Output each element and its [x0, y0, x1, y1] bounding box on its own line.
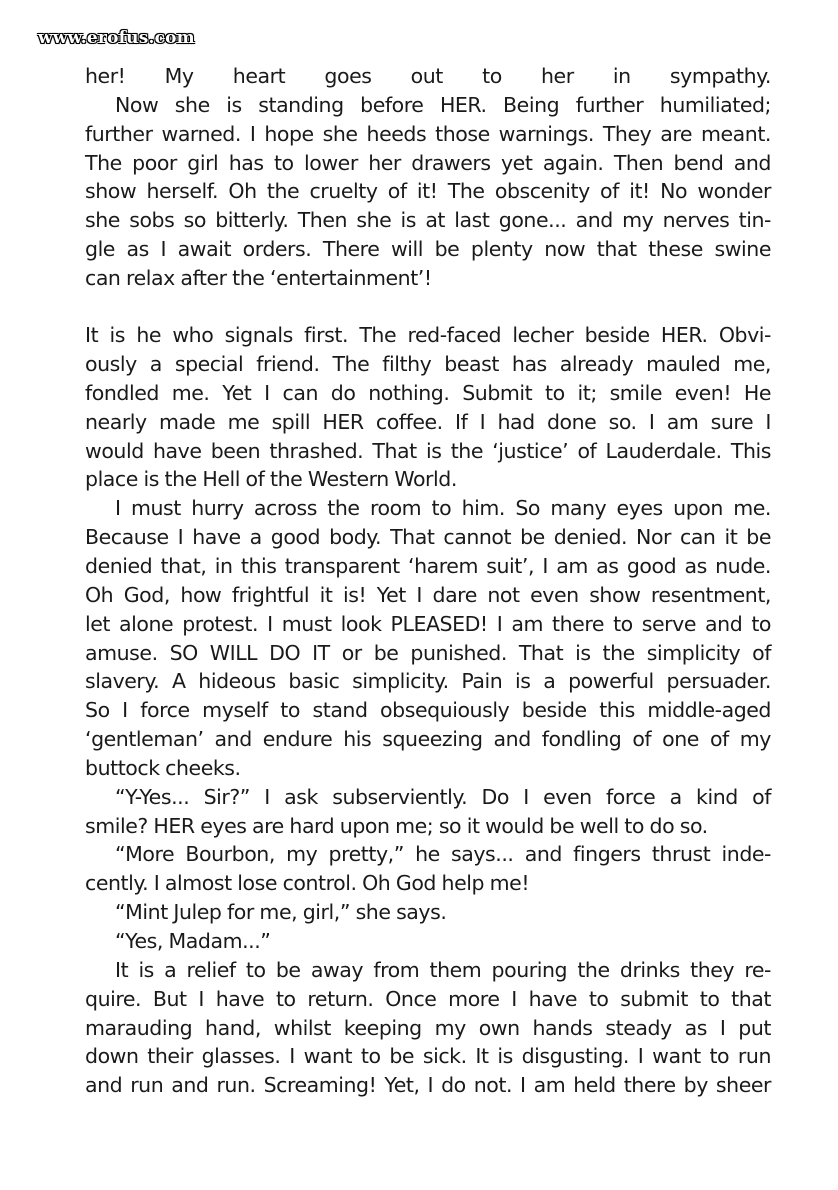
text-line: “Mint Julep for me, girl,” she says. [115, 900, 447, 925]
text-line: Because I have a good body. That cannot be denied. Nor can it be [85, 525, 771, 550]
text-line: It is he who signals first. The red-faced lecher beside HER. Obvi- [85, 323, 771, 348]
text-line: ‘gentleman’ and endure his squeezing and fondling of one of my [85, 727, 771, 752]
text-line: would have been thrashed. That is the ‘justice’ of Lauderdale. This [85, 438, 771, 463]
section-gap [85, 293, 771, 322]
text-line: The poor girl has to lower her drawers yet again. Then bend and [85, 150, 771, 175]
text-line: buttock cheeks. [85, 755, 241, 780]
text-line: slavery. A hideous basic simplicity. Pain is a powerful persuader. [85, 669, 771, 694]
text-line: gle as I await orders. There will be plenty now that these swine [85, 237, 771, 262]
text-line: quire. But I have to return. Once more I have to submit to that [85, 986, 771, 1011]
text-line: and run and run. Screaming! Yet, I do not. I am held there by sheer [85, 1073, 771, 1098]
text-line: “Y-Yes... Sir?” I ask subserviently. Do I even force a kind of [115, 784, 771, 809]
text-line: I must hurry across the room to him. So many eyes upon me. [115, 496, 771, 521]
text-line: fondled me. Yet I can do nothing. Submit to it; smile even! He [85, 380, 771, 405]
text-line: “Yes, Madam...” [115, 928, 271, 953]
text-line: nearly made me spill HER coffee. If I had done so. I am sure I [85, 409, 771, 434]
text-line: let alone protest. I must look PLEASED! I am there to serve and to [85, 611, 771, 636]
text-line: “More Bourbon, my pretty,” he says... and fingers thrust inde- [115, 842, 771, 867]
text-line: down their glasses. I want to be sick. It is disgusting. I want to run [85, 1044, 771, 1069]
text-line: Oh God, how frightful it is! Yet I dare not even show resentment, [85, 582, 771, 607]
watermark-text: www.erofus.com [38, 28, 195, 48]
text-line: It is a relief to be away from them pouring the drinks they re- [115, 957, 771, 982]
text-line: So I force myself to stand obsequiously beside this middle-aged [85, 698, 771, 723]
text-line: show herself. Oh the cruelty of it! The obscenity of it! No wonder [85, 179, 771, 204]
page-body [85, 62, 771, 1100]
text-line: marauding hand, whilst keeping my own hands steady as I put [85, 1015, 771, 1040]
text-line: denied that, in this transparent ‘harem suit’, I am as good as nude. [85, 554, 771, 578]
text-line: amuse. SO WILL DO IT or be punished. That is the simplicity of [85, 640, 771, 665]
text-line: cently. I almost lose control. Oh God help me! [85, 871, 530, 896]
text-line: ously a special friend. The filthy beast has already mauled me, [85, 352, 771, 377]
text-line: Now she is standing before HER. Being further humiliated; [115, 92, 771, 117]
text-line: she sobs so bitterly. Then she is at last gone... and my nerves tin- [85, 208, 771, 233]
text-line: smile? HER eyes are hard upon me; so it would be well to do so. [85, 813, 708, 838]
text-line: further warned. I hope she heeds those warnings. They are meant. [85, 121, 771, 146]
text-line: place is the Hell of the Western World. [85, 467, 457, 492]
text-line: can relax after the ‘entertainment’! [85, 265, 432, 290]
text-line: her! My heart goes out to her in sympathy. [85, 64, 771, 88]
